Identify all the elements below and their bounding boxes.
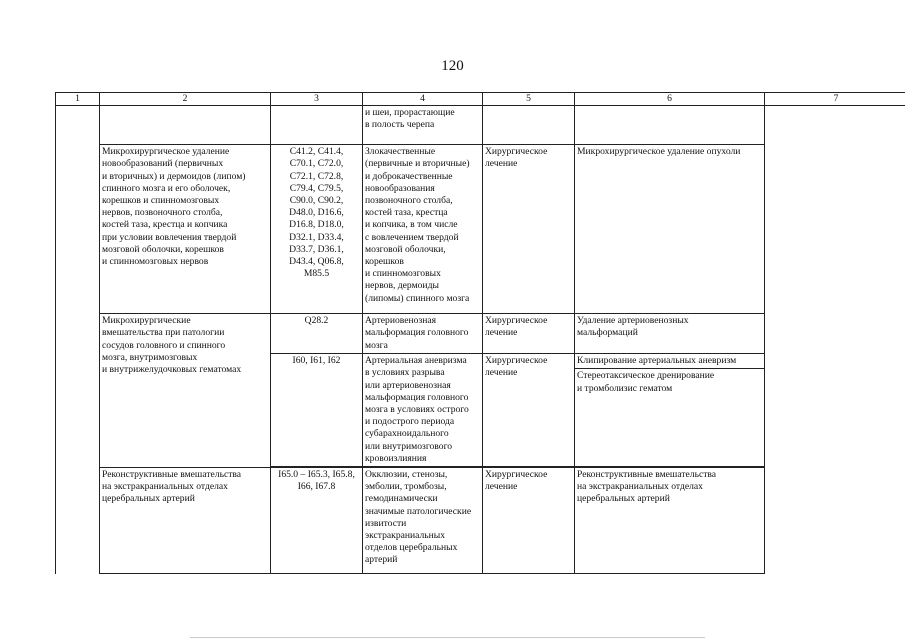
cell-treatment-method: Стереотаксическое дренирование и тромболизис гематом bbox=[575, 369, 765, 467]
table-row bbox=[56, 106, 905, 145]
header-col-7: 7 bbox=[765, 93, 905, 106]
cell-intervention-name: Микрохирургические вмешательства при патологии сосудов головного и спинного мозга, внутримозговых и внутрижелудочковых гематомах bbox=[100, 314, 271, 468]
cell-treatment-method: Реконструктивные вмешательства на экстракраниальных отделах церебральных артерий bbox=[575, 468, 765, 574]
scan-edge-line bbox=[190, 637, 705, 638]
cell-empty bbox=[483, 106, 575, 145]
cell-intervention-name: Микрохирургическое удаление новообразований (первичных и вторичных) и дермоидов (липом) спинного мозга и его оболочек, корешков и спинномозговых нервов, позвоночного столба, костей таза, крестца и копчика при условии вовлечения твердой мозговой оболочки, корешков и спинномозговых нервов bbox=[100, 145, 271, 314]
cell-treatment-type: Хирургическое лечение bbox=[483, 314, 575, 354]
medical-care-table bbox=[55, 92, 905, 574]
header-col-2: 2 bbox=[100, 93, 271, 106]
cell-treatment-type: Хирургическое лечение bbox=[483, 468, 575, 574]
cell-icd-codes: I65.0 – I65.3, I65.8, I66, I67.8 bbox=[271, 468, 363, 574]
cell-intervention-name: Реконструктивные вмешательства на экстракраниальных отделах церебральных артерий bbox=[100, 468, 271, 574]
cell-treatment-method: Микрохирургическое удаление опухоли bbox=[575, 145, 765, 314]
cell-icd-codes: C41.2, C41.4, C70.1, C72.0, C72.1, C72.8, C79.4, C79.5, C90.0, C90.2, D48.0, D16.6, D16.8, D18.0, D32.1, D33.4, D33.7, D36.1, D43.4, Q06.8, M85.5 bbox=[271, 145, 363, 314]
header-row bbox=[56, 93, 905, 106]
cell-icd-codes: I60, I61, I62 bbox=[271, 354, 363, 467]
page-number: 120 bbox=[441, 58, 464, 74]
header-col-3: 3 bbox=[271, 93, 363, 106]
header-col-1: 1 bbox=[56, 93, 100, 106]
header-col-5: 5 bbox=[483, 93, 575, 106]
cell-treatment-method: Клипирование артериальных аневризм bbox=[575, 354, 765, 369]
cell-empty bbox=[100, 106, 271, 145]
cell-treatment-type: Хирургическое лечение bbox=[483, 354, 575, 467]
cell-treatment-method: Удаление артериовенозных мальформаций bbox=[575, 314, 765, 354]
cell-diagnosis: Артериальная аневризма в условиях разрыва или артериовенозная мальформация головного мозга в условиях острого и подострого периода субарахноидального или внутримозгового кровоизлияния bbox=[363, 354, 483, 467]
header-col-6: 6 bbox=[575, 93, 765, 106]
row-number-cell bbox=[56, 106, 100, 574]
cell-diagnosis: Артериовенозная мальформация головного мозга bbox=[363, 314, 483, 354]
cell-col7 bbox=[765, 106, 905, 574]
cell-empty bbox=[271, 106, 363, 145]
cell-diagnosis: Окклюзии, стенозы, эмболии, тромбозы, гемодинамически значимые патологические извитости экстракраниальных отделов церебральных артерий bbox=[363, 468, 483, 574]
cell-treatment-type: Хирургическое лечение bbox=[483, 145, 575, 314]
cell-icd-codes: Q28.2 bbox=[271, 314, 363, 354]
cell-diagnosis: Злокачественные (первичные и вторичные) и доброкачественные новообразования позвоночного столба, костей таза, крестца и копчика, в том числе с вовлечением твердой мозговой оболочки, корешков и спинномозговых нервов, дермоиды (липомы) спинного мозга bbox=[363, 145, 483, 314]
cell-empty bbox=[575, 106, 765, 145]
header-col-4: 4 bbox=[363, 93, 483, 106]
cell-diagnosis-continuation: и шеи, прорастающие в полость черепа bbox=[363, 106, 483, 145]
